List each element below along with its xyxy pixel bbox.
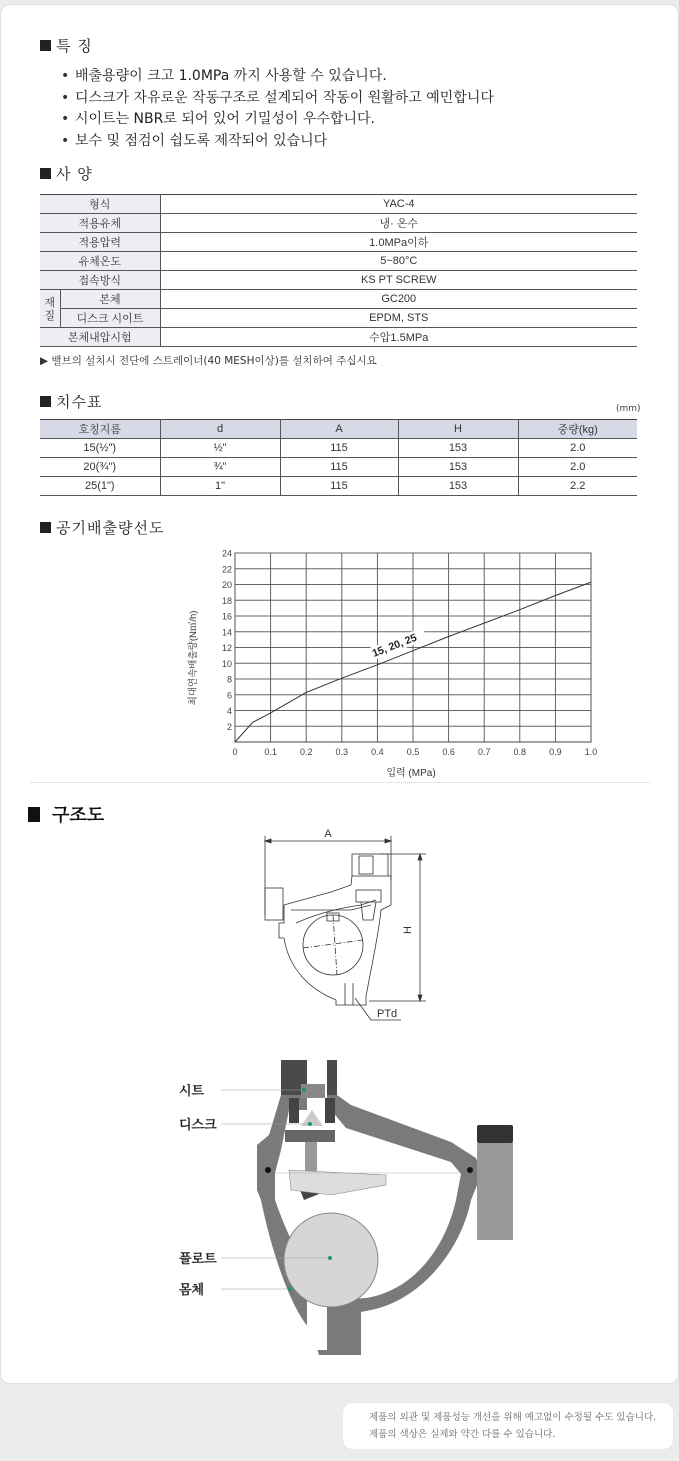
- spec-label: 형식: [40, 195, 160, 214]
- svg-text:16: 16: [221, 611, 232, 622]
- feature-item: • 배출용량이 크고 1.0MPa 까지 사용할 수 있습니다.: [61, 66, 494, 88]
- y-axis-ticks: [222, 549, 232, 732]
- table-cell: 153: [398, 458, 518, 477]
- part-label-disc: 디스크: [179, 1117, 217, 1132]
- square-bullet-icon: [40, 522, 51, 533]
- stem: [305, 1142, 317, 1172]
- table-cell: 1": [160, 477, 280, 496]
- material-group-label: [40, 290, 60, 328]
- table-row: [40, 309, 637, 328]
- svg-text:6: 6: [226, 690, 232, 701]
- material-group-top: 재: [44, 296, 56, 309]
- features-list: [61, 66, 494, 152]
- material-group-bottom: 질: [44, 309, 56, 322]
- table-row: [40, 271, 637, 290]
- svg-text:0.1: 0.1: [264, 747, 277, 757]
- svg-text:0.6: 0.6: [442, 747, 455, 757]
- table-row: [40, 195, 637, 214]
- svg-text:0.3: 0.3: [335, 747, 349, 757]
- cutaway-diagram: [171, 1050, 531, 1370]
- table-cell: 15(½"): [40, 439, 160, 458]
- air-discharge-chart: [181, 540, 601, 785]
- spec-value: GC200: [160, 290, 637, 309]
- table-row: [40, 290, 637, 309]
- square-bullet-icon: [28, 807, 40, 822]
- spec-value: YAC-4: [160, 195, 637, 214]
- svg-text:24: 24: [221, 548, 232, 559]
- feature-item: • 시이트는 NBR로 되어 있어 기밀성이 우수합니다.: [61, 109, 494, 131]
- dimension-drawing: [251, 820, 441, 1030]
- pin-left: [265, 1167, 271, 1173]
- table-row: [40, 458, 637, 477]
- table-row: [40, 439, 637, 458]
- dimension-ptd-label: PTd: [377, 1008, 398, 1020]
- part-label-seat: 시트: [179, 1083, 205, 1098]
- feature-item: • 디스크가 자유로운 작동구조로 설계되어 작동이 원활하고 예민합니다: [61, 88, 494, 110]
- pin-right: [467, 1167, 473, 1173]
- table-row: [40, 233, 637, 252]
- dimension-a-label: A: [324, 828, 332, 840]
- svg-text:0.2: 0.2: [299, 747, 313, 757]
- table-row: [40, 477, 637, 496]
- table-cell: 20(¾"): [40, 458, 160, 477]
- column-header: d: [160, 420, 280, 439]
- svg-text:20: 20: [221, 580, 232, 590]
- svg-text:18: 18: [221, 595, 232, 606]
- disc-holder: [285, 1130, 335, 1142]
- svg-text:0.4: 0.4: [371, 747, 384, 757]
- table-row: [40, 252, 637, 271]
- cap-right: [327, 1060, 337, 1095]
- spec-value: 수압1.5MPa: [160, 328, 637, 347]
- seat-holder-left: [289, 1098, 299, 1123]
- table-cell: 115: [280, 439, 398, 458]
- svg-text:10: 10: [221, 658, 232, 669]
- product-detail-card: [0, 4, 679, 1384]
- float-ball: [284, 1213, 378, 1307]
- table-cell: ¾": [160, 458, 280, 477]
- section-divider: [31, 782, 650, 783]
- column-header: 중량(kg): [518, 420, 637, 439]
- spec-table: [40, 194, 637, 347]
- spec-value: EPDM, STS: [160, 309, 637, 328]
- table-cell: 115: [280, 458, 398, 477]
- svg-text:12: 12: [221, 643, 232, 653]
- square-bullet-icon: [40, 396, 51, 407]
- svg-text:0: 0: [232, 747, 238, 757]
- square-bullet-icon: [40, 40, 51, 51]
- table-cell: 2.0: [518, 458, 637, 477]
- svg-text:14: 14: [221, 627, 232, 638]
- part-label-float: 플로트: [179, 1251, 217, 1266]
- part-label-body: 몸체: [179, 1282, 205, 1297]
- spec-label: 본체: [60, 290, 160, 309]
- table-cell: 153: [398, 439, 518, 458]
- svg-text:4: 4: [226, 706, 232, 716]
- table-cell: 25(1"): [40, 477, 160, 496]
- spec-value: 1.0MPa이하: [160, 233, 637, 252]
- features-heading: [40, 35, 93, 56]
- x-axis-label: 입력 (MPa): [386, 768, 436, 779]
- dimension-h-label: H: [402, 926, 414, 934]
- svg-text:2: 2: [226, 721, 232, 732]
- spec-label: 디스크 시이트: [60, 309, 160, 328]
- disclaimer-line: 제품의 외관 및 제품성능 개선을 위해 예고없이 수정될 수도 있습니다.: [369, 1412, 657, 1423]
- seat-holder-right: [325, 1098, 335, 1123]
- dimensions-heading: [40, 391, 102, 412]
- svg-text:0.7: 0.7: [477, 747, 491, 757]
- table-cell: 115: [280, 477, 398, 496]
- spec-value: 냉· 온수: [160, 214, 637, 233]
- column-header: H: [398, 420, 518, 439]
- disclaimer-box: [343, 1403, 673, 1449]
- features-title: 특 징: [56, 37, 93, 55]
- y-axis-label: 최대연속배출량(N㎥/h): [188, 610, 199, 706]
- chart-heading: [40, 517, 164, 538]
- table-cell: 2.0: [518, 439, 637, 458]
- table-row: [40, 328, 637, 347]
- installation-note: ▶ 밸브의 설치시 전단에 스트레이너(40 MESH이상)를 설치하여 주십시요: [40, 355, 377, 367]
- svg-text:8: 8: [226, 674, 232, 685]
- x-axis-ticks: [232, 747, 597, 757]
- square-bullet-icon: [40, 168, 51, 179]
- plug-cap: [477, 1125, 513, 1143]
- spec-title: 사 양: [56, 165, 93, 183]
- svg-text:22: 22: [221, 564, 232, 575]
- spec-label: 본체내압시험: [40, 328, 160, 347]
- column-header: 호칭지름: [40, 420, 160, 439]
- spec-label: 적용유체: [40, 214, 160, 233]
- structure-heading: [28, 801, 104, 827]
- disclaimer-line: 제품의 색상은 실제와 약간 다를 수 있습니다.: [369, 1429, 556, 1440]
- chart-title: 공기배출량선도: [56, 519, 165, 537]
- series-annotation: 15, 20, 25: [370, 631, 419, 660]
- table-row: [40, 214, 637, 233]
- side-plug-body: [477, 1143, 513, 1195]
- table-cell: 2.2: [518, 477, 637, 496]
- svg-text:0.8: 0.8: [513, 747, 527, 757]
- spec-label: 유체온도: [40, 252, 160, 271]
- structure-title: 구조도: [52, 805, 105, 826]
- svg-text:0.9: 0.9: [549, 747, 562, 757]
- table-cell: ½": [160, 439, 280, 458]
- spec-value: KS PT SCREW: [160, 271, 637, 290]
- svg-text:0.5: 0.5: [406, 747, 420, 757]
- spec-heading: [40, 163, 93, 184]
- svg-text:1.0: 1.0: [584, 747, 598, 757]
- column-header: A: [280, 420, 398, 439]
- feature-item: • 보수 및 점검이 쉽도록 제작되어 있습니다: [61, 131, 494, 153]
- spec-label: 적용압력: [40, 233, 160, 252]
- dimensions-title: 치수표: [56, 393, 103, 411]
- spec-label: 접속방식: [40, 271, 160, 290]
- spec-value: 5~80°C: [160, 252, 637, 271]
- table-header-row: [40, 420, 637, 439]
- chart-grid: [235, 553, 591, 742]
- dimensions-table: [40, 419, 637, 496]
- table-cell: 153: [398, 477, 518, 496]
- dimensions-unit: (mm): [616, 404, 641, 414]
